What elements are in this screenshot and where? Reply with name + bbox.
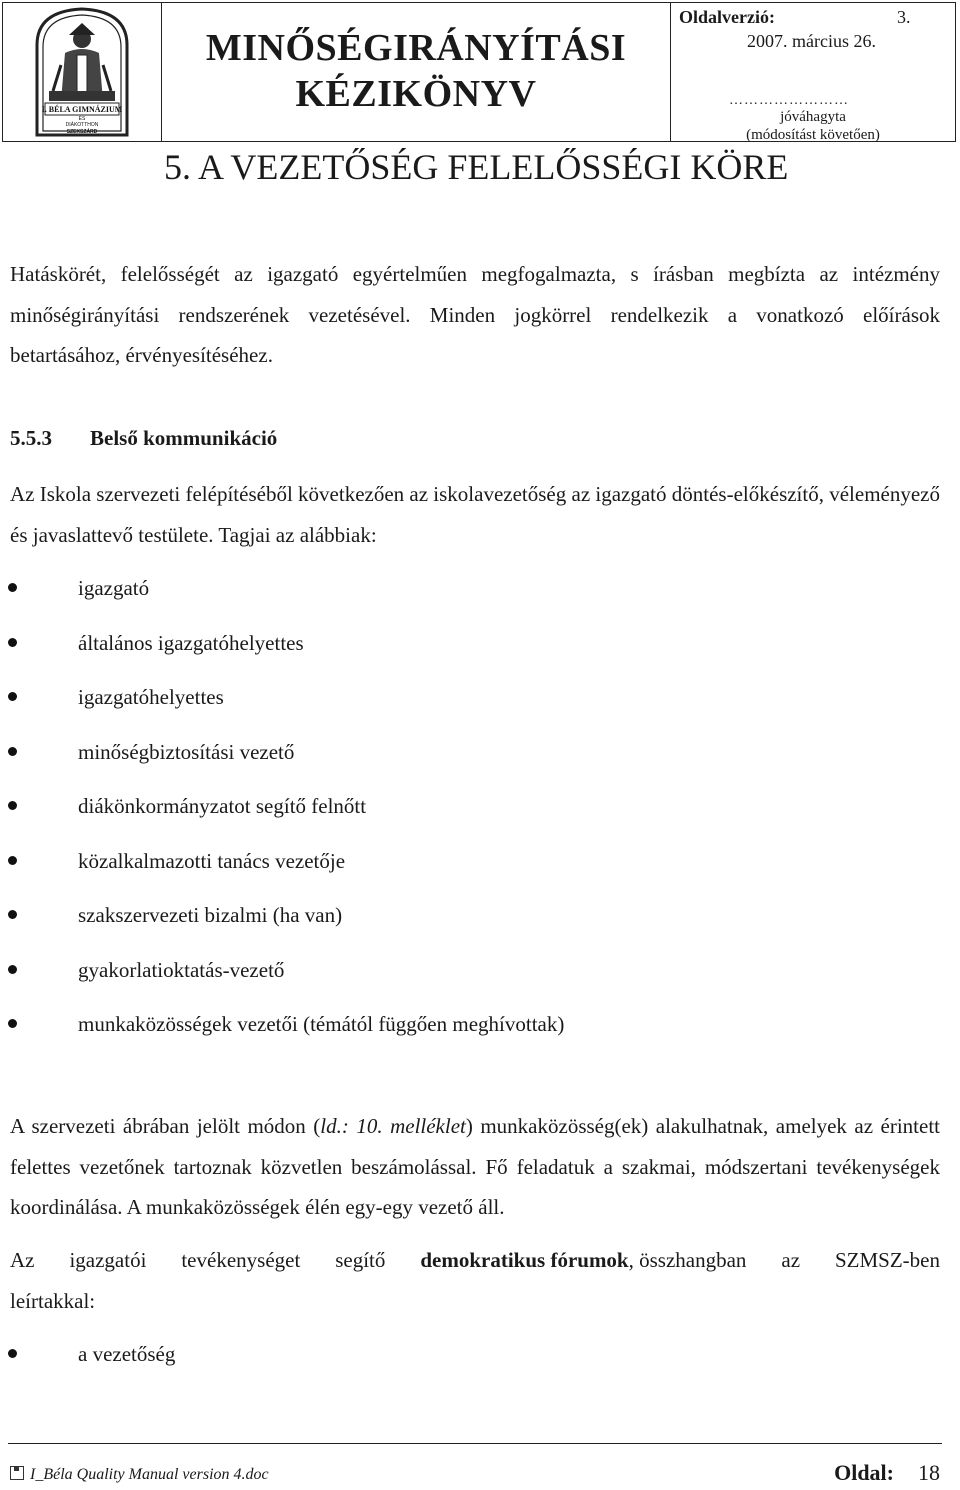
version-date: 2007. március 26. bbox=[747, 31, 876, 51]
list-item-text: közalkalmazotti tanács vezetője bbox=[78, 848, 346, 873]
school-logo bbox=[2, 2, 162, 142]
version-value: 3. bbox=[897, 7, 911, 27]
list-item-text: igazgató bbox=[78, 576, 150, 600]
section-heading bbox=[10, 426, 277, 451]
list-item-text: a vezetőség bbox=[78, 1342, 176, 1366]
forums-list bbox=[0, 1334, 930, 1389]
list-item-text: gyakorlatioktatás-vezető bbox=[78, 957, 285, 982]
page-number: 18 bbox=[918, 1460, 940, 1485]
bullet-icon bbox=[8, 856, 17, 865]
bullet-icon bbox=[8, 965, 17, 974]
list-item-text: általános igazgatóhelyettes bbox=[78, 630, 304, 655]
forums-paragraph-line2: leírtakkal: bbox=[10, 1288, 96, 1313]
word: segítő bbox=[335, 1248, 386, 1272]
list-item bbox=[0, 1334, 930, 1389]
footer-filename-text: I_Béla Quality Manual version 4.doc bbox=[30, 1466, 269, 1483]
list-item bbox=[0, 623, 930, 678]
list-item bbox=[0, 677, 930, 732]
bullet-icon bbox=[8, 638, 17, 647]
list-item-text: igazgatóhelyettes bbox=[78, 685, 224, 709]
bullet-icon bbox=[8, 910, 17, 919]
document-header bbox=[2, 2, 956, 142]
word: tevékenységet bbox=[181, 1248, 301, 1272]
list-item bbox=[0, 950, 930, 1005]
appendix-reference: ld.: 10. melléklet bbox=[320, 1114, 466, 1138]
forums-paragraph-line1 bbox=[10, 1240, 940, 1281]
democratic-forums-bold: demokratikus fórumok bbox=[420, 1248, 629, 1272]
manual-title bbox=[162, 25, 670, 117]
list-item-text: munkaközösségek vezetői (témától függően meghívottak) bbox=[78, 1012, 565, 1036]
version-label: Oldalverzió: bbox=[679, 7, 775, 27]
logo-sub1-text: ÉS bbox=[78, 116, 86, 122]
workgroups-paragraph bbox=[10, 1106, 940, 1228]
bullet-icon bbox=[8, 1349, 17, 1358]
manual-title-box bbox=[162, 2, 670, 142]
footer-filename bbox=[10, 1466, 269, 1484]
section-number: 5.5.3 bbox=[10, 426, 52, 450]
page-label: Oldal: bbox=[834, 1460, 894, 1485]
document-icon bbox=[10, 1466, 24, 1480]
school-crest-icon bbox=[7, 5, 157, 139]
section-title: Belső kommunikáció bbox=[90, 426, 278, 450]
list-item bbox=[0, 1004, 930, 1059]
intro-paragraph: Hatáskörét, felelősségét az igazgató egyértelműen megfogalmazta, s írásban megbízta az intézmény minőségirányítási rendszerének vezetésével. Minden jogkörrel rendelkezik a vonatkozó előírások betartásához, érvényesítéséhez. bbox=[10, 262, 940, 367]
list-item-text: minőségbiztosítási vezető bbox=[78, 739, 295, 764]
workgroups-text-1: A szervezeti ábrában jelölt módon ( bbox=[10, 1114, 321, 1138]
chapter-title: 5. A VEZETŐSÉG FELELŐSSÉGI KÖRE bbox=[164, 147, 789, 187]
list-item bbox=[0, 895, 930, 950]
members-list bbox=[0, 568, 930, 1059]
manual-title-line2: KÉZIKÖNYV bbox=[295, 73, 537, 115]
bullet-icon bbox=[8, 692, 17, 701]
bullet-icon bbox=[8, 801, 17, 810]
manual-title-line1: MINŐSÉGIRÁNYÍTÁSI bbox=[205, 27, 627, 69]
signature-dots: …………………… bbox=[729, 93, 849, 108]
logo-name-text: I. BÉLA GIMNÁZIUM bbox=[41, 105, 123, 114]
bullet-icon bbox=[8, 1019, 17, 1028]
section-paragraph: Az Iskola szervezeti felépítéséből következően az iskolavezetőség az igazgató döntés-előkészítő, véleményező és javaslattevő testülete. Tagjai az alábbiak: bbox=[10, 482, 940, 547]
logo-city-text: SZEKSZÁRD bbox=[66, 129, 98, 135]
footer-divider bbox=[8, 1443, 942, 1444]
word: SZMSZ-ben bbox=[834, 1248, 940, 1272]
list-item bbox=[0, 841, 930, 896]
word: az bbox=[781, 1248, 801, 1272]
approved-label: jóváhagyta bbox=[780, 109, 846, 125]
bullet-icon bbox=[8, 747, 17, 756]
list-item bbox=[0, 732, 930, 787]
list-item bbox=[0, 786, 930, 841]
list-item-text: szakszervezeti bizalmi (ha van) bbox=[78, 903, 343, 927]
word: Az bbox=[10, 1248, 35, 1272]
word: igazgatói bbox=[69, 1248, 147, 1272]
approved-note: (módosítást követően) bbox=[746, 127, 880, 143]
bullet-icon bbox=[8, 583, 17, 592]
logo-sub2-text: DIÁKOTTHON bbox=[65, 122, 99, 128]
version-info-box bbox=[670, 2, 956, 142]
word: , összhangban bbox=[628, 1248, 747, 1272]
list-item bbox=[0, 568, 930, 623]
footer-page bbox=[834, 1460, 940, 1486]
forums-paragraph bbox=[10, 1240, 940, 1321]
list-item-text: diákönkormányzatot segítő felnőtt bbox=[78, 794, 367, 818]
workgroups-text-2: ) munkaközösség(ek) alakulhatnak, amelyek az érintett felettes vezetőnek tartoznak közvetlen beszámolással. Fő feladatuk a szakmai, módszertani tevékenységek koordinálása. A munkaközösségek élén egy-egy vezető áll. bbox=[10, 1114, 940, 1219]
